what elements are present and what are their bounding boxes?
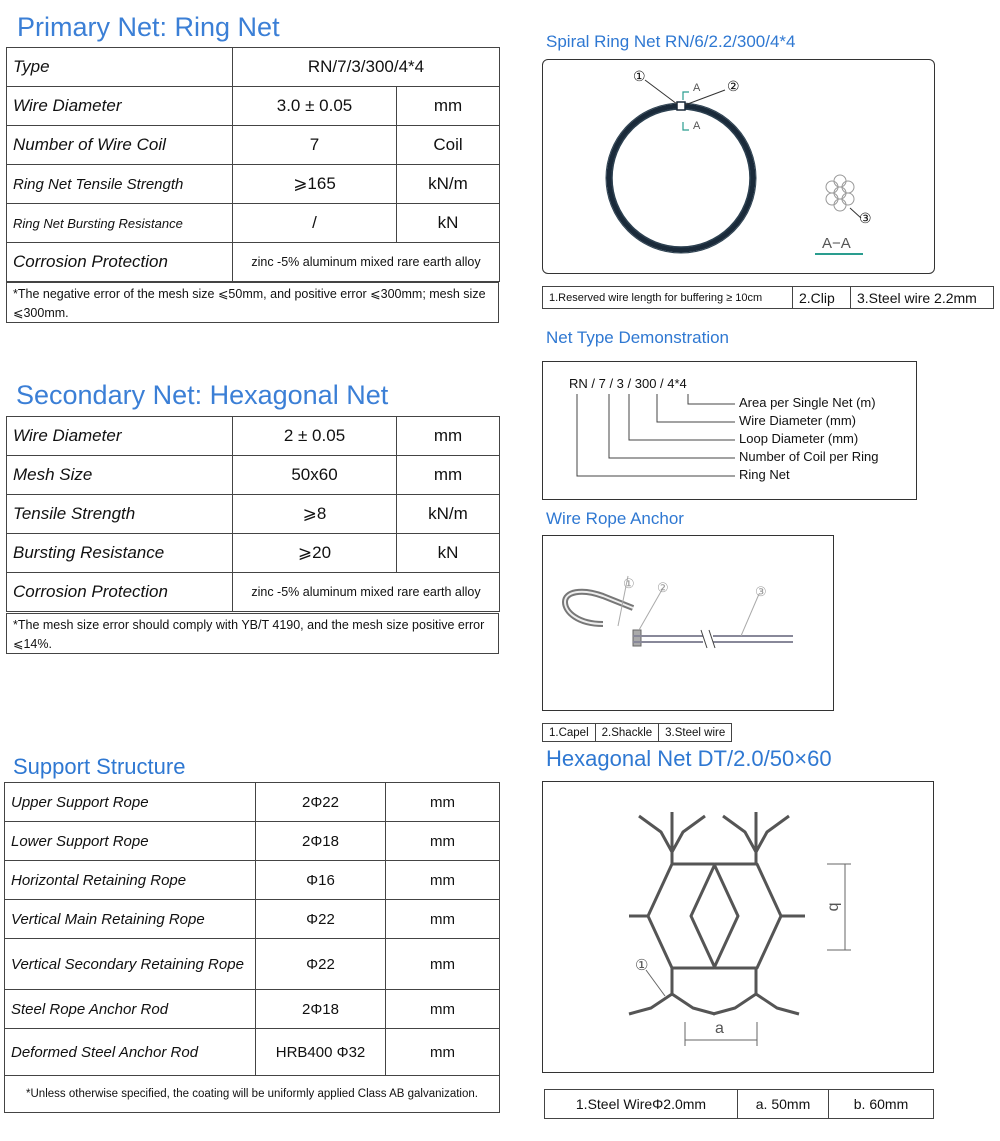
anchor-legend: [542, 723, 732, 742]
row-unit: kN/m: [397, 495, 500, 534]
row-label: Horizontal Retaining Rope: [5, 861, 256, 900]
row-unit: kN: [397, 534, 500, 573]
table-row: [7, 573, 500, 612]
callout-2: ②: [657, 580, 669, 595]
row-unit: mm: [397, 417, 500, 456]
table-row: [7, 204, 500, 243]
row-unit: mm: [386, 900, 500, 939]
row-unit: mm: [397, 87, 500, 126]
secondary-title: Secondary Net: Hexagonal Net: [16, 380, 389, 410]
row-unit: mm: [386, 1029, 500, 1076]
legend-item: 3.Steel wire 2.2mm: [851, 287, 994, 309]
row-value: ⩾8: [233, 495, 397, 534]
table-row: [5, 939, 500, 990]
row-value: /: [233, 204, 397, 243]
table-row: [7, 243, 500, 282]
table-row: [7, 48, 500, 87]
table-row: [7, 534, 500, 573]
table-row: [7, 165, 500, 204]
row-label: Ring Net Tensile Strength: [7, 165, 233, 204]
table-row: [5, 1076, 500, 1113]
callout-3: ③: [755, 584, 767, 599]
row-label: Vertical Secondary Retaining Rope: [5, 939, 256, 990]
anchor-title: Wire Rope Anchor: [546, 509, 684, 528]
spiral-legend: [542, 286, 994, 309]
row-value: zinc -5% aluminum mixed rare earth alloy: [233, 243, 500, 282]
support-table: [4, 782, 500, 1113]
table-row: [5, 1029, 500, 1076]
support-title: Support Structure: [13, 754, 186, 779]
row-label: Corrosion Protection: [7, 573, 233, 612]
support-note: *Unless otherwise specified, the coating will be uniformly applied Class AB galvanization.: [5, 1076, 500, 1113]
row-value: RN/7/3/300/4*4: [233, 48, 500, 87]
table-row: [7, 417, 500, 456]
table-row: [5, 990, 500, 1029]
row-label: Vertical Main Retaining Rope: [5, 900, 256, 939]
row-unit: mm: [397, 456, 500, 495]
row-label: Wire Diameter: [7, 87, 233, 126]
legend-item: 2.Shackle: [595, 724, 659, 742]
row-value: HRB400 Φ32: [256, 1029, 386, 1076]
legend-item: b. 60mm: [829, 1090, 934, 1119]
table-row: [5, 822, 500, 861]
row-unit: Coil: [397, 126, 500, 165]
row-unit: mm: [386, 822, 500, 861]
row-label: Corrosion Protection: [7, 243, 233, 282]
callout-1: ①: [633, 68, 646, 84]
net-type-diagram: [542, 361, 917, 500]
net-type-label: Area per Single Net (m): [739, 395, 876, 410]
anchor-diagram: [542, 535, 834, 711]
primary-note: *The negative error of the mesh size ⩽50mm, and positive error ⩽300mm; mesh size ⩽300mm.: [6, 282, 499, 323]
row-value: ⩾20: [233, 534, 397, 573]
row-unit: kN: [397, 204, 500, 243]
row-value: 50x60: [233, 456, 397, 495]
row-value: 2Φ18: [256, 990, 386, 1029]
net-type-label: Ring Net: [739, 467, 790, 482]
row-label: Steel Rope Anchor Rod: [5, 990, 256, 1029]
legend-item: a. 50mm: [738, 1090, 829, 1119]
hex-diagram: [542, 781, 934, 1073]
row-unit: mm: [386, 939, 500, 990]
table-row: [7, 126, 500, 165]
row-label: Upper Support Rope: [5, 783, 256, 822]
callout-3: ③: [859, 210, 872, 226]
row-label: Type: [7, 48, 233, 87]
row-label: Number of Wire Coil: [7, 126, 233, 165]
row-label: Deformed Steel Anchor Rod: [5, 1029, 256, 1076]
row-value: 2 ± 0.05: [233, 417, 397, 456]
primary-title: Primary Net: Ring Net: [17, 12, 280, 42]
row-value: ⩾165: [233, 165, 397, 204]
row-label: Ring Net Bursting Resistance: [7, 204, 233, 243]
row-value: 7: [233, 126, 397, 165]
row-label: Tensile Strength: [7, 495, 233, 534]
table-row: [7, 87, 500, 126]
table-row: [5, 861, 500, 900]
spiral-title: Spiral Ring Net RN/6/2.2/300/4*4: [546, 32, 796, 51]
row-label: Wire Diameter: [7, 417, 233, 456]
row-value: Φ16: [256, 861, 386, 900]
legend-item: 2.Clip: [793, 287, 851, 309]
row-value: zinc -5% aluminum mixed rare earth alloy: [233, 573, 500, 612]
row-label: Mesh Size: [7, 456, 233, 495]
legend-item: 3.Steel wire: [659, 724, 732, 742]
section-label: A−A: [822, 235, 851, 252]
legend-item: 1.Steel WireΦ2.0mm: [545, 1090, 738, 1119]
table-row: [5, 783, 500, 822]
row-label: Bursting Resistance: [7, 534, 233, 573]
callout-2: ②: [727, 78, 740, 94]
dim-a: a: [715, 1020, 724, 1037]
wire-rope-drawing: [543, 536, 835, 712]
primary-table: [6, 47, 500, 282]
row-value: Φ22: [256, 900, 386, 939]
spiral-diagram: [542, 59, 935, 274]
table-row: [5, 900, 500, 939]
secondary-note: *The mesh size error should comply with YB/T 4190, and the mesh size positive error ⩽14%.: [6, 613, 499, 654]
row-unit: kN/m: [397, 165, 500, 204]
table-row: [7, 495, 500, 534]
section-mark-bottom: A: [693, 120, 701, 132]
dim-b: b: [825, 902, 843, 912]
row-unit: mm: [386, 783, 500, 822]
table-row: [7, 456, 500, 495]
row-label: Lower Support Rope: [5, 822, 256, 861]
row-unit: mm: [386, 990, 500, 1029]
net-type-label: Loop Diameter (mm): [739, 431, 859, 446]
hex-mesh-drawing: [543, 782, 935, 1074]
row-unit: mm: [386, 861, 500, 900]
hex-title: Hexagonal Net DT/2.0/50×60: [546, 746, 832, 771]
net-type-label: Number of Coil per Ring: [739, 449, 879, 464]
row-value: 2Φ18: [256, 822, 386, 861]
row-value: Φ22: [256, 939, 386, 990]
row-value: 3.0 ± 0.05: [233, 87, 397, 126]
section-mark-top: A: [693, 82, 701, 94]
legend-item: 1.Capel: [543, 724, 596, 742]
callout-1: ①: [635, 957, 649, 974]
hex-legend: [544, 1089, 934, 1119]
row-value: 2Φ22: [256, 783, 386, 822]
net-type-code: RN / 7 / 3 / 300 / 4*4: [569, 376, 687, 391]
net-type-title: Net Type Demonstration: [546, 328, 729, 347]
secondary-table: [6, 416, 500, 612]
legend-item: 1.Reserved wire length for buffering ≥ 10cm: [543, 287, 793, 309]
callout-1: ①: [623, 576, 635, 591]
net-type-label: Wire Diameter (mm): [739, 413, 856, 428]
